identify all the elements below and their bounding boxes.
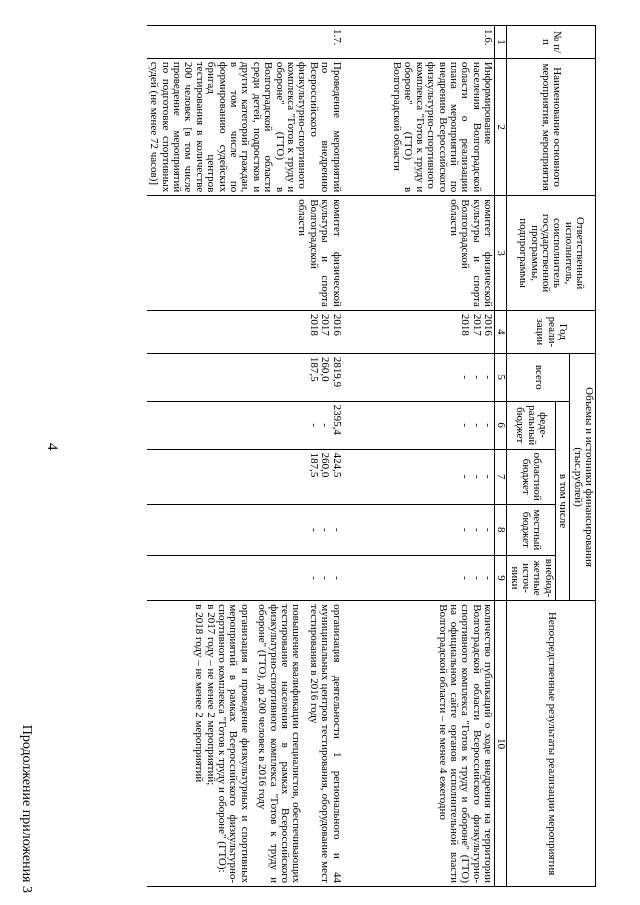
offbudget-value: - <box>330 576 343 580</box>
offbudget-value: - <box>459 576 472 580</box>
appendix-caption: Продолжение приложения 3 <box>19 724 34 893</box>
col-number: 4 <box>495 310 507 353</box>
local-value: - <box>459 527 472 532</box>
total-cell <box>343 353 495 401</box>
total-value: 187,5 <box>307 356 320 382</box>
offbudget-value: - <box>319 576 332 580</box>
local-value: - <box>482 527 495 532</box>
local-cell <box>343 504 495 555</box>
local-value: - <box>330 527 343 532</box>
federal-value: - <box>459 423 472 427</box>
federal-value: - <box>482 423 495 427</box>
federal-value: - <box>307 423 320 427</box>
regional-value: 260,0 <box>319 452 332 478</box>
responsible-executor: комитет физической культуры и спорта Волгоградской области <box>147 196 343 311</box>
federal-cell <box>147 401 343 449</box>
offbudget-cell <box>343 555 495 600</box>
offbudget-value: - <box>482 576 495 580</box>
col-number: 7 <box>495 449 507 504</box>
federal-value: 2395,4 <box>330 404 343 435</box>
col-number: 3 <box>495 196 507 311</box>
header-local: местный бюджет <box>507 504 556 555</box>
total-cell <box>147 353 343 401</box>
result-text: организация деятельности 1 регионального и 44 муниципальных центров тестирования, оборудование мест тестирования в 2016 году <box>307 604 343 883</box>
regional-value: 187,5 <box>307 452 320 478</box>
regional-value: - <box>470 474 483 479</box>
federal-value: - <box>319 423 332 427</box>
year-value: 2017 <box>470 313 483 336</box>
regional-value: - <box>459 474 472 479</box>
col-number: 6 <box>495 401 507 449</box>
result-text: повышение квалификации специалистов, обеспечивающих тестирование населения в рамках Всероссийского физкультурно-спортивного комплекса "Готов к труду и обороне" (ГТО), до 200 человек в 2016 году <box>256 604 303 883</box>
page-number: 4 <box>44 443 60 451</box>
col-number: 10 <box>495 601 507 887</box>
header-regional: областной бюджет <box>507 449 556 504</box>
header-in-that: в том числе <box>555 401 569 601</box>
year-value: 2016 <box>482 313 495 336</box>
total-value: - <box>459 375 472 380</box>
results-cell <box>343 601 495 887</box>
total-value: - <box>470 375 483 380</box>
row-number: 1.7. <box>147 26 343 59</box>
col-number: 1 <box>495 26 507 59</box>
table-row <box>147 26 343 887</box>
year-value: 2018 <box>459 313 472 336</box>
result-text: в 2018 году – не менее 2 мероприятий <box>193 604 206 783</box>
federal-cell <box>343 401 495 449</box>
results-cell <box>147 601 343 887</box>
header-year: Год реали-зации <box>507 310 596 353</box>
header-results: Непосредственные результаты реализации мероприятия <box>507 601 596 887</box>
regional-value: - <box>482 474 495 479</box>
offbudget-cell <box>147 555 343 600</box>
column-numbers-row <box>495 26 507 887</box>
result-text: организация и проведение физкультурных и спортивных мероприятий в рамках Всероссийского физкультурно-спортивного комплекса "Готов к труду и обороне" (ГТО): <box>216 604 251 883</box>
total-value: 2819,9 <box>330 356 343 388</box>
regional-cell <box>147 449 343 504</box>
col-number: 5 <box>495 353 507 401</box>
regional-value: 424,5 <box>330 452 343 478</box>
regional-cell <box>343 449 495 504</box>
years-cell <box>147 310 343 353</box>
offbudget-value: - <box>470 576 483 580</box>
responsible-executor: комитет физической культуры и спорта Волгоградской области <box>343 196 495 311</box>
event-name: Проведение мероприятий по внедрению Всероссийского физкультурно-спортивного комплекса "Готов к труду и обороне" (ГТО) в Волгоградской области среди детей, подростков и других категорий граждан, в том числе по формированию судейских бригад центров тестирования в количестве 200 человек [в том числе проведение мероприятий по подготовке спортивных судей (не менее 72 часов)] <box>147 58 343 195</box>
local-value: - <box>319 527 332 532</box>
header-total: всего <box>507 353 570 401</box>
col-number: 9 <box>495 555 507 600</box>
header-funding: Объемы и источники финансирования (тыс.рублей) <box>570 353 596 600</box>
header-federal: феде-ральный бюджет <box>507 401 556 449</box>
program-table <box>147 25 596 887</box>
local-value: - <box>307 527 320 532</box>
header-offbudget: внебюд-жетные источ-ники <box>507 555 556 600</box>
header-event: Наименование основного мероприятия, мероприятия <box>507 58 596 195</box>
event-name: Информирование населения Волгоградской области о реализации плана мероприятий по внедрению Всероссийского физкультурно-спортивного комплекса "Готов к труду и обороне" (ГТО) в Волгоградской области <box>343 58 495 195</box>
federal-value: - <box>470 423 483 427</box>
header-responsible: Ответственный исполнитель, соисполнитель государственной программы, подпрограммы <box>507 196 596 311</box>
years-cell <box>343 310 495 353</box>
year-value: 2017 <box>319 313 332 336</box>
col-number: 8 <box>495 504 507 555</box>
total-value: - <box>482 375 495 380</box>
row-number: 1.6. <box>343 26 495 59</box>
result-text: количество публикаций о ходе внедрения на территории Волгоградской области Всероссийского физкультурно-спортивного комплекса "Готов к труду и обороне" (ГТО) на официальном сайте органов исполнительной власти Волгоградской области – не менее 4 ежегодно <box>436 604 495 883</box>
local-cell <box>147 504 343 555</box>
header-no: № п/п <box>507 26 596 59</box>
col-number: 2 <box>495 58 507 195</box>
table-row <box>343 26 495 887</box>
total-value: 260,0 <box>319 356 332 382</box>
year-value: 2018 <box>307 313 320 336</box>
year-value: 2016 <box>330 313 343 336</box>
result-text: в 2017 году – не менее 2 мероприятий; <box>204 604 217 786</box>
offbudget-value: - <box>307 576 320 580</box>
local-value: - <box>470 527 483 532</box>
